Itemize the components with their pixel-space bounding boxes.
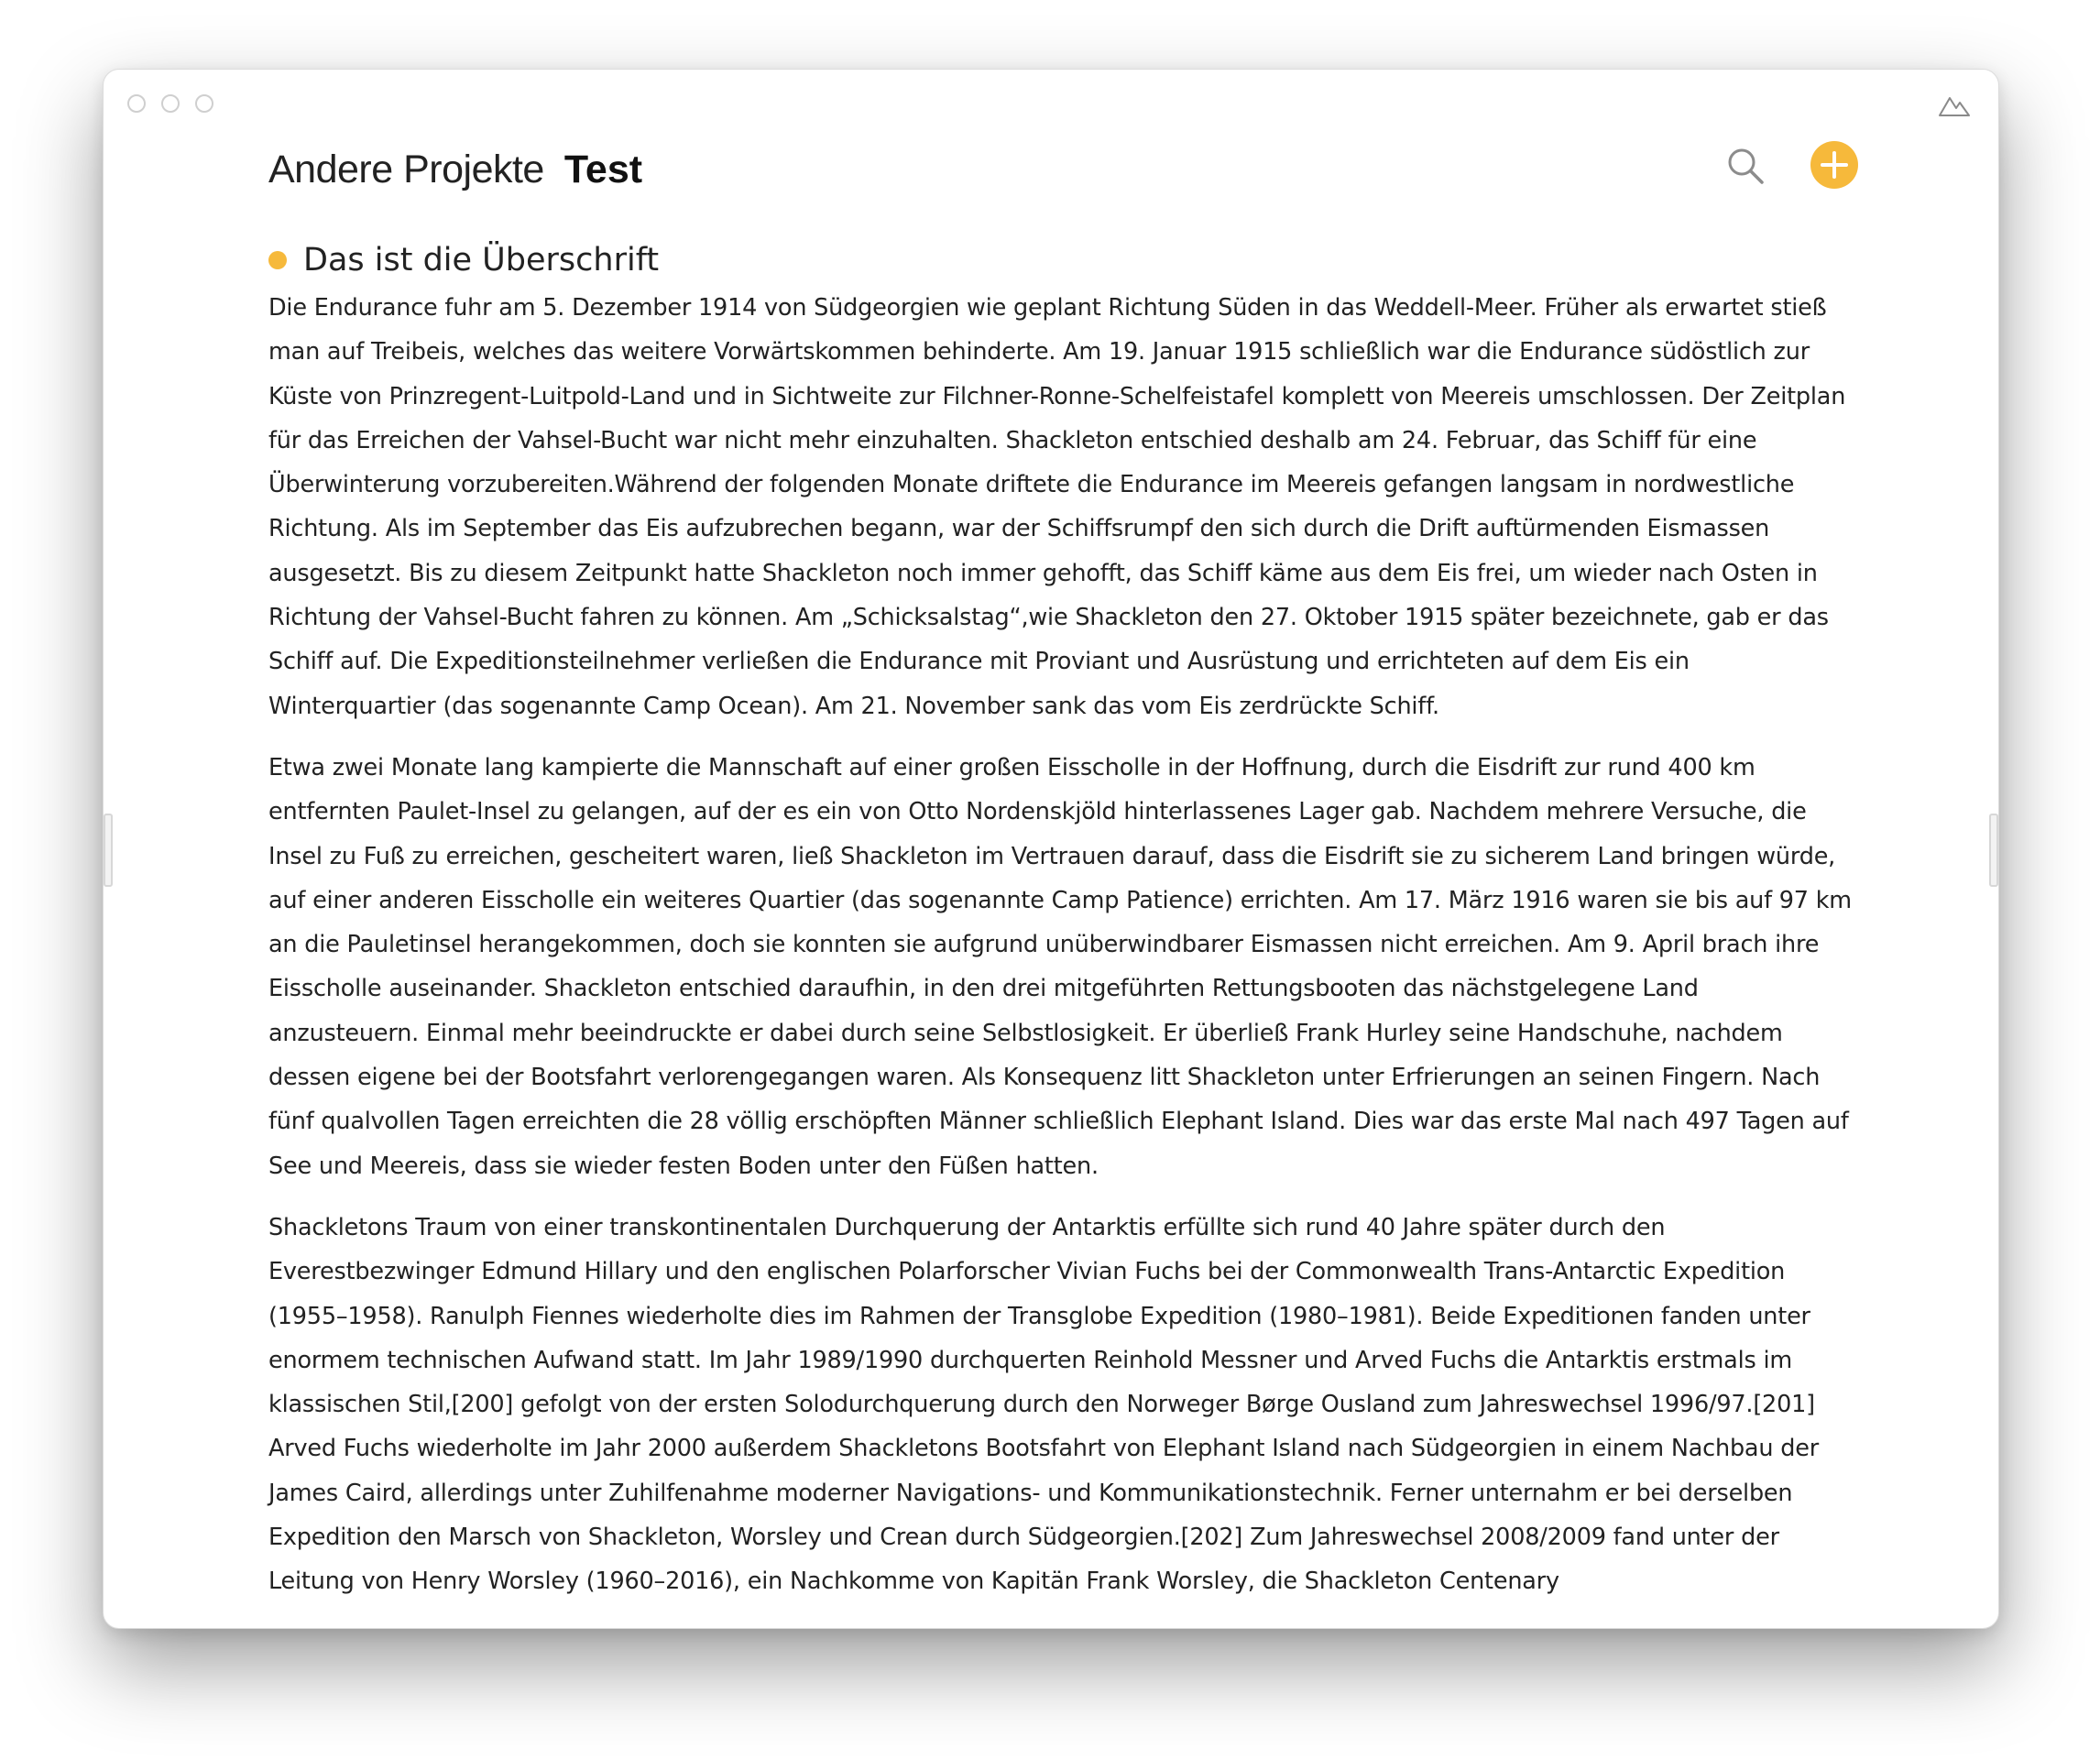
heading-text[interactable]: Das ist die Überschrift <box>303 242 660 279</box>
close-window-button[interactable] <box>127 94 146 113</box>
zoom-window-button[interactable] <box>195 94 213 113</box>
window-controls <box>127 94 213 113</box>
mountain-icon[interactable] <box>1938 93 1971 118</box>
section-heading <box>268 242 1854 279</box>
right-resize-handle[interactable] <box>1989 814 1998 887</box>
bullet-dot-icon <box>268 251 287 269</box>
add-button[interactable] <box>1810 141 1858 189</box>
search-icon <box>1724 145 1766 187</box>
breadcrumb <box>268 137 642 202</box>
search-button[interactable] <box>1724 145 1766 187</box>
document-body[interactable] <box>268 242 1854 1622</box>
minimize-window-button[interactable] <box>161 94 180 113</box>
paragraph[interactable]: Die Endurance fuhr am 5. Dezember 1914 von Südgeorgien wie geplant Richtung Süden in das Weddell-Meer. Früher als erwartet stieß man auf Treibeis, welches das weitere Vorwärtskommen behinderte. Am 19. Januar 1915 schließlich war die Endurance südöstlich zur Küste von Prinzregent-Luitpold-Land und in Sichtweite zur Filchner-Ronne-Schelfeistafel komplett von Meereis umschlossen. Der Zeitplan für das Erreichen der Vahsel-Bucht war nicht mehr einzuhalten. Shackleton entschied deshalb am 24. Februar, das Schiff für eine Überwinterung vorzubereiten.Während der folgenden Monate driftete die Endurance im Meereis gefangen langsam in nordwestliche Richtung. Als im September das Eis aufzubrechen begann, war der Schiffsrumpf den sich durch die Drift auftürmenden Eismassen ausgesetzt. Bis zu diesem Zeitpunkt hatte Shackleton noch immer gehofft, das Schiff käme aus dem Eis frei, um wieder nach Osten in Richtung der Vahsel-Bucht fahren zu können. Am „Schicksalstag“,wie Shackleton den 27. Oktober 1915 später bezeichnete, gab er das Schiff auf. Die Expeditionsteilnehmer verließen die Endurance mit Proviant und Ausrüstung und errichteten auf dem Eis ein Winterquartier (das sogenannte Camp Ocean). Am 21. November sank das vom Eis zerdrückte Schiff. <box>268 294 1846 720</box>
plus-icon <box>1810 141 1858 189</box>
paragraph[interactable]: Shackletons Traum von einer transkontinentalen Durchquerung der Antarktis erfüllte sich rund 40 Jahre später durch den Everestbezwinger Edmund Hillary und den englischen Polarforscher Vivian Fuchs bei der Commonwealth Trans-Antarctic Expedition (1955–1958). Ranulph Fiennes wiederholte dies im Rahmen der Transglobe Expedition (1980–1981). Beide Expeditionen fanden unter enormem technischen Aufwand statt. Im Jahr 1989/1990 durchquerten Reinhold Messner und Arved Fuchs die Antarktis erstmals im klassischen Stil,[200] gefolgt von der ersten Solodurchquerung durch den Norweger Børge Ousland zum Jahreswechsel 1996/97.[201] Arved Fuchs wiederholte im Jahr 2000 außerdem Shackletons Bootsfahrt von Elephant Island nach Südgeorgien in einem Nachbau der James Caird, allerdings unter Zuhilfenahme moderner Navigations- und Kommunikationstechnik. Ferner unternahm er bei derselben Expedition den Marsch von Shackleton, Worsley und Crean durch Südgeorgien.[202] Zum Jahreswechsel 2008/2009 fand unter der Leitung von Henry Worsley (1960–2016), ein Nachkomme von Kapitän Frank Worsley, die Shackleton Centenary <box>268 1213 1819 1596</box>
breadcrumb-parent[interactable]: Andere Projekte <box>268 147 544 191</box>
app-window <box>103 69 1999 1629</box>
left-resize-handle[interactable] <box>104 814 113 887</box>
page-title: Test <box>563 147 643 191</box>
paragraph[interactable]: Etwa zwei Monate lang kampierte die Mannschaft auf einer großen Eisscholle in der Hoffnung, durch die Eisdrift zur rund 400 km entfernten Paulet-Insel zu gelangen, auf der es ein von Otto Nordenskjöld hinterlassenes Lager gab. Nachdem mehrere Versuche, die Insel zu Fuß zu erreichen, gescheitert waren, ließ Shackleton im Vertrauen darauf, dass die Eisdrift sie zu sicherem Land bringen würde, auf einer anderen Eisscholle ein weiteres Quartier (das sogenannte Camp Patience) errichten. Am 17. März 1916 waren sie bis auf 97 km an die Pauletinsel herangekommen, doch sie konnten sie aufgrund unüberwindbarer Eismassen nicht erreichen. Am 9. April brach ihre Eisscholle auseinander. Shackleton entschied daraufhin, in den drei mitgeführten Rettungsbooten das nächstgelegene Land anzusteuern. Einmal mehr beeindruckte er dabei durch seine Selbstlosigkeit. Er überließ Frank Hurley seine Handschuhe, nachdem dessen eigene bei der Bootsfahrt verlorengegangen waren. Als Konsequenz litt Shackleton unter Erfrierungen an seinen Fingern. Nach fünf qualvollen Tagen erreichten die 28 völlig erschöpften Männer schließlich Elephant Island. Dies war das erste Mal nach 497 Tagen auf See und Meereis, dass sie wieder festen Boden unter den Füßen hatten. <box>268 753 1852 1180</box>
